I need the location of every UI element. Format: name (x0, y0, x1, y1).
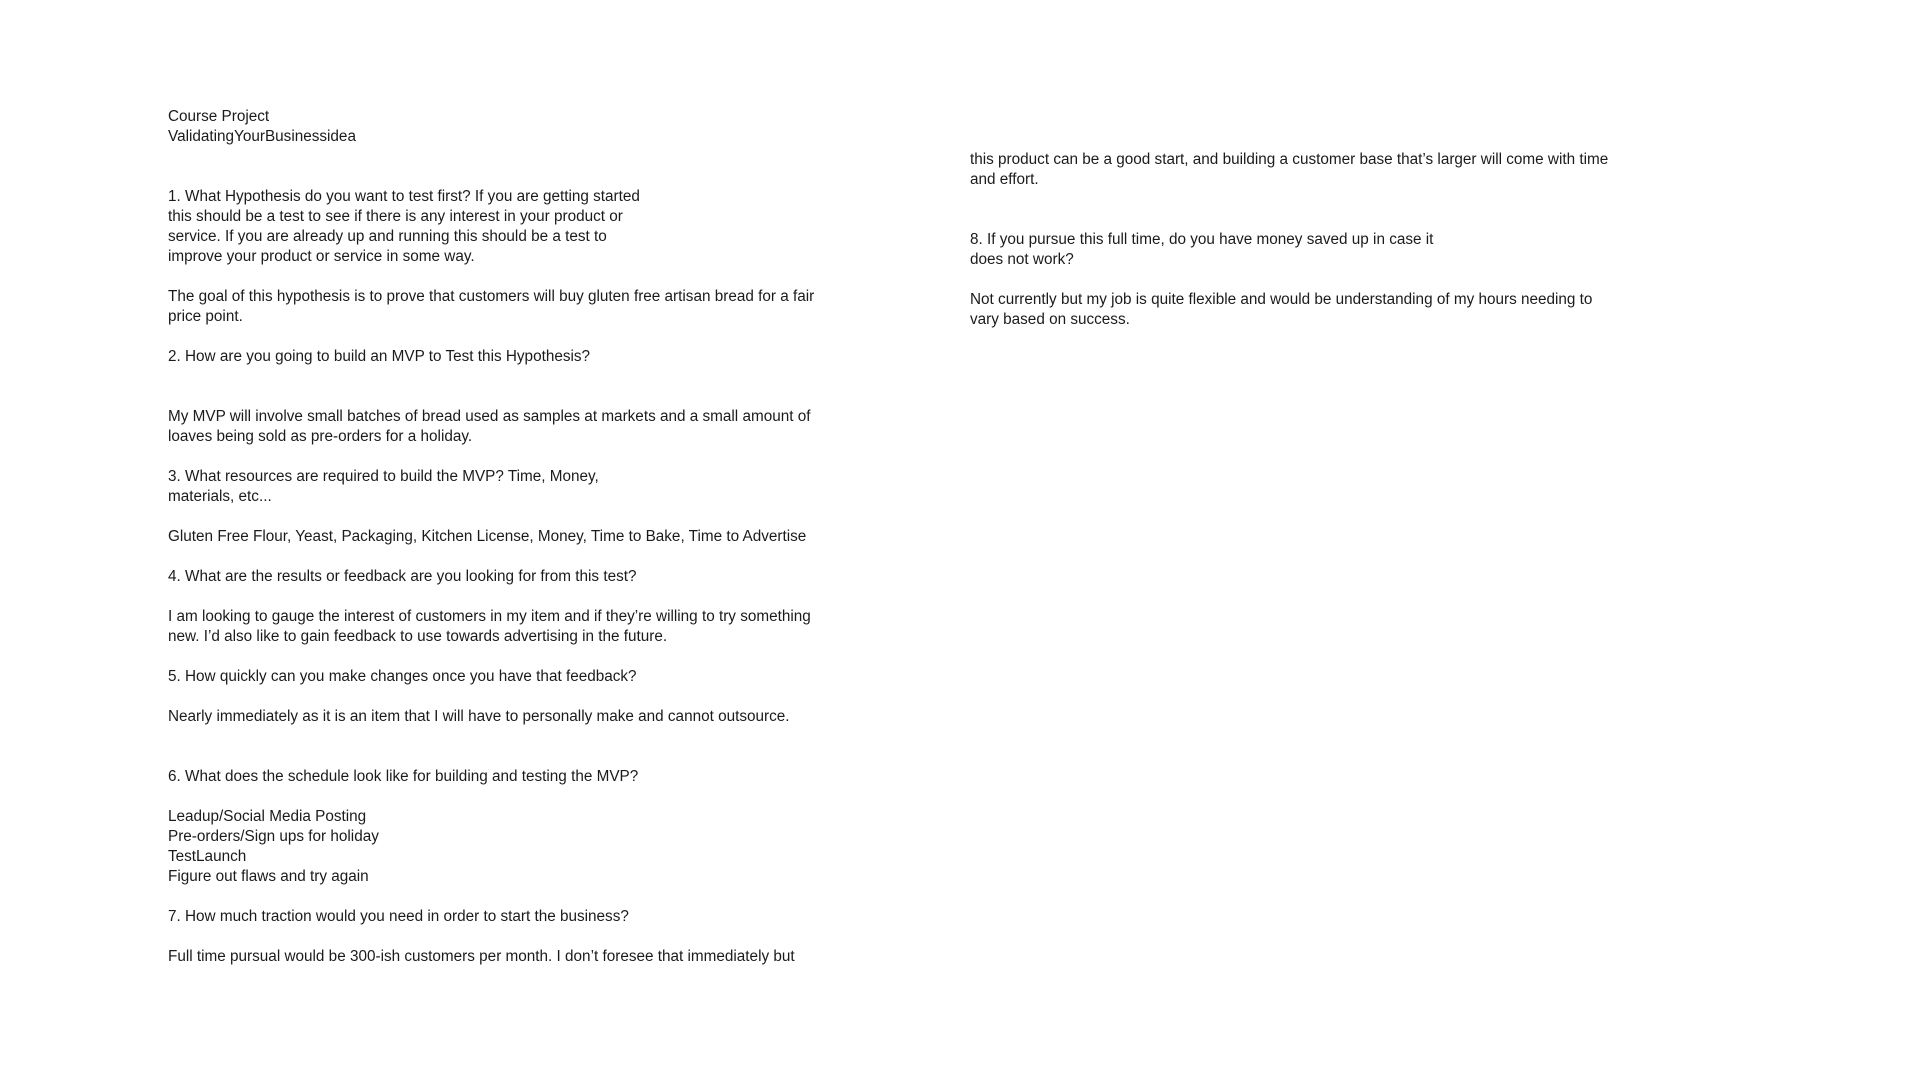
question-6-line: 6. What does the schedule look like for building and testing the MVP? (168, 768, 639, 785)
question-8-line: 8. If you pursue this full time, do you have money saved up in case it (970, 231, 1434, 248)
answer-8-line: vary based on success. (970, 311, 1130, 328)
answer-2-line: loaves being sold as pre-orders for a holiday. (168, 428, 473, 445)
answer-7-continued (970, 150, 1620, 190)
question-5-line: 5. How quickly can you make changes once you have that feedback? (168, 668, 637, 685)
answer-4-line: I am looking to gauge the interest of customers in my item and if they’re willing to try something (168, 608, 811, 625)
right-column (970, 150, 1620, 330)
answer-5 (168, 707, 808, 727)
answer-5-line: Nearly immediately as it is an item that I will have to personally make and cannot outsource. (168, 708, 790, 725)
question-1 (168, 187, 808, 267)
answer-6 (168, 807, 808, 887)
question-4 (168, 567, 808, 587)
answer-7-line: this product can be a good start, and building a customer base that’s larger will come with time (970, 151, 1609, 168)
answer-8-line: Not currently but my job is quite flexible and would be understanding of my hours needing to (970, 291, 1593, 308)
document-title: Course Project (168, 108, 270, 125)
question-8 (970, 230, 1620, 270)
answer-7 (168, 947, 808, 967)
answer-7-line: Full time pursual would be 300-ish customers per month. I don’t foresee that immediately but (168, 948, 795, 965)
question-1-line: 1. What Hypothesis do you want to test first? If you are getting started (168, 188, 640, 205)
question-4-line: 4. What are the results or feedback are you looking for from this test? (168, 568, 637, 585)
question-6 (168, 767, 808, 787)
question-2-line: 2. How are you going to build an MVP to Test this Hypothesis? (168, 348, 591, 365)
question-3-line: materials, etc... (168, 488, 272, 505)
answer-1-line: price point. (168, 308, 243, 325)
answer-2 (168, 407, 811, 447)
schedule-item: TestLaunch (168, 848, 247, 865)
schedule-item: Figure out flaws and try again (168, 868, 369, 885)
schedule-item: Leadup/Social Media Posting (168, 808, 367, 825)
question-3-line: 3. What resources are required to build the MVP? Time, Money, (168, 468, 599, 485)
answer-7-line: and effort. (970, 171, 1039, 188)
question-1-line: service. If you are already up and running this should be a test to (168, 228, 607, 245)
schedule-item: Pre-orders/Sign ups for holiday (168, 828, 379, 845)
answer-4 (168, 607, 811, 647)
question-2 (168, 347, 808, 367)
answer-4-line: new. I’d also like to gain feedback to use towards advertising in the future. (168, 628, 668, 645)
question-1-line: this should be a test to see if there is any interest in your product or (168, 208, 623, 225)
document-subtitle: ValidatingYourBusinessidea (168, 128, 356, 145)
question-1-line: improve your product or service in some way. (168, 248, 475, 265)
question-7-line: 7. How much traction would you need in order to start the business? (168, 908, 629, 925)
answer-3 (168, 527, 808, 547)
left-column (168, 107, 815, 967)
question-7 (168, 907, 808, 927)
question-8-line: does not work? (970, 251, 1074, 268)
question-3 (168, 467, 808, 507)
answer-3-line: Gluten Free Flour, Yeast, Packaging, Kitchen License, Money, Time to Bake, Time to Advertise (168, 528, 807, 545)
answer-1-line: The goal of this hypothesis is to prove that customers will buy gluten free artisan bread for a fair (168, 288, 815, 305)
question-5 (168, 667, 808, 687)
answer-8 (970, 290, 1620, 330)
answer-1 (168, 287, 815, 327)
answer-2-line: My MVP will involve small batches of bread used as samples at markets and a small amount of (168, 408, 811, 425)
